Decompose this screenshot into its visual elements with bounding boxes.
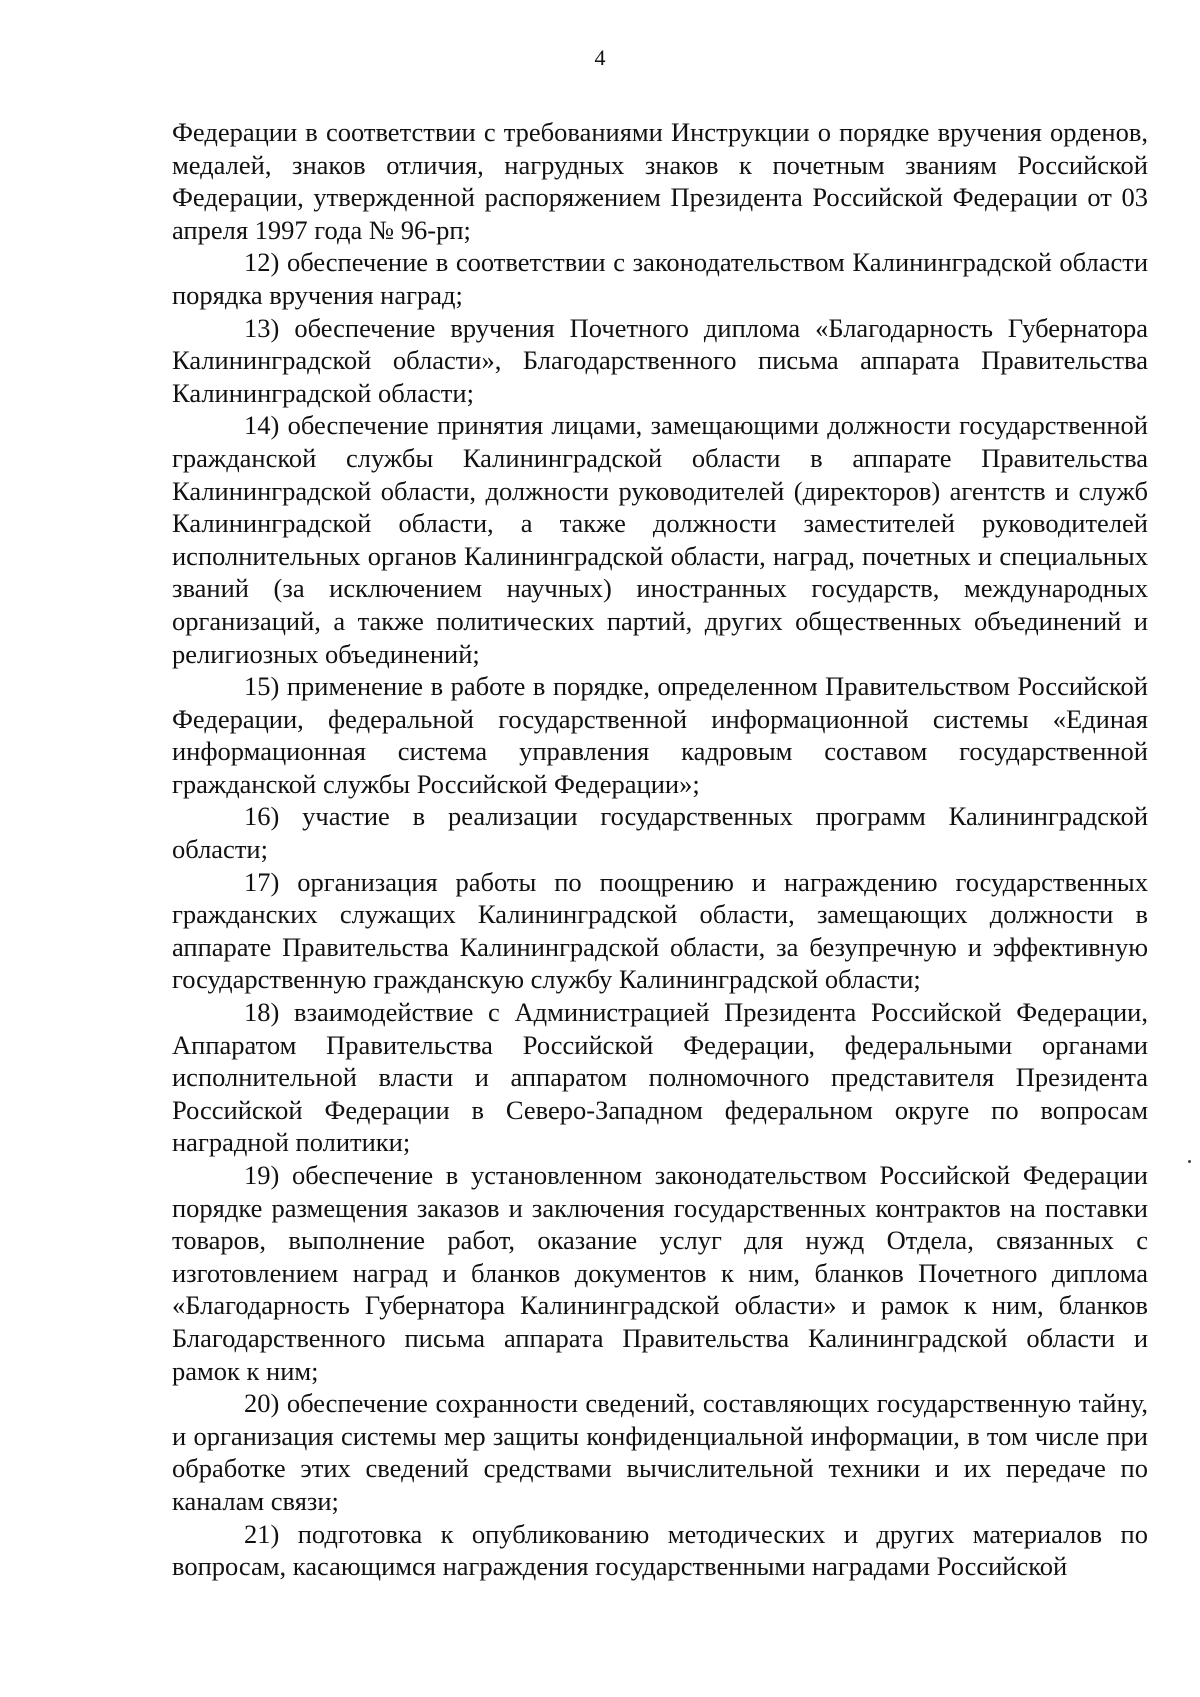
paragraph-item-19: 19) обеспечение в установленном законодательством Российской Федерации порядке размещения заказов и заключения государственных контрактов на поставки товаров, выполнение работ, оказание услуг для нужд Отдела, связанных с изготовлением наград и бланков документов к ним, бланков Почетного диплома «Благодарность Губернатора Калининградской области» и рамок к ним, бланков Благодарственного письма аппарата Правительства Калининградской области и рамок к ним; <box>172 1160 1148 1386</box>
paragraph-item-13: 13) обеспечение вручения Почетного диплома «Благодарность Губернатора Калининградской области», Благодарственного письма аппарата Правительства Калининградской области; <box>172 312 1148 408</box>
document-body <box>172 116 1148 1583</box>
scan-speck <box>1188 1160 1191 1163</box>
paragraph-item-15: 15) применение в работе в порядке, определенном Правительством Российской Федерации, федеральной государственной информационной системы «Единая информационная система управления кадровым составом государственной гражданской службы Российской Федерации»; <box>172 671 1148 799</box>
paragraph-item-18: 18) взаимодействие с Администрацией Президента Российской Федерации, Аппаратом Правительства Российской Федерации, федеральными органами исполнительной власти и аппаратом полномочного представителя Президента Российской Федерации в Северо-Западном федеральном округе по вопросам наградной политики; <box>172 997 1148 1158</box>
paragraph-item-21: 21) подготовка к опубликованию методических и других материалов по вопросам, касающимся награждения государственными наградами Российской <box>172 1518 1148 1582</box>
page-number: 4 <box>594 45 606 70</box>
paragraph-item-17: 17) организация работы по поощрению и награждению государственных гражданских служащих Калининградской области, замещающих должности в аппарате Правительства Калининградской области, за безупречную и эффективную государственную гражданскую службу Калининградской области; <box>172 866 1148 995</box>
paragraph-item-14: 14) обеспечение принятия лицами, замещающими должности государственной гражданской службы Калининградской области в аппарате Правительства Калининградской области, должности руководителей (директоров) агентств и служб Калининградской области, а также должности заместителей руководителей исполнительных органов Калининградской области, наград, почетных и специальных званий (за исключением научных) иностранных государств, международных организаций, а также политических партий, других общественных объединений и религиозных объединений; <box>172 410 1148 669</box>
paragraph-continuation: Федерации в соответствии с требованиями Инструкции о порядке вручения орденов, медалей, знаков отличия, нагрудных знаков к почетным званиям Российской Федерации, утвержденной распоряжением Президента Российской Федерации от 03 апреля 1997 года № 96-рп; <box>172 117 1148 245</box>
paragraph-item-20: 20) обеспечение сохранности сведений, составляющих государственную тайну, и организация системы мер защиты конфиденциальной информации, в том числе при обработке этих сведений средствами вычислительной техники и их передаче по каналам связи; <box>172 1388 1148 1516</box>
paragraph-item-16: 16) участие в реализации государственных программ Калининградской области; <box>172 801 1148 865</box>
paragraph-item-12: 12) обеспечение в соответствии с законодательством Калининградской области порядка вручения наград; <box>172 247 1148 310</box>
